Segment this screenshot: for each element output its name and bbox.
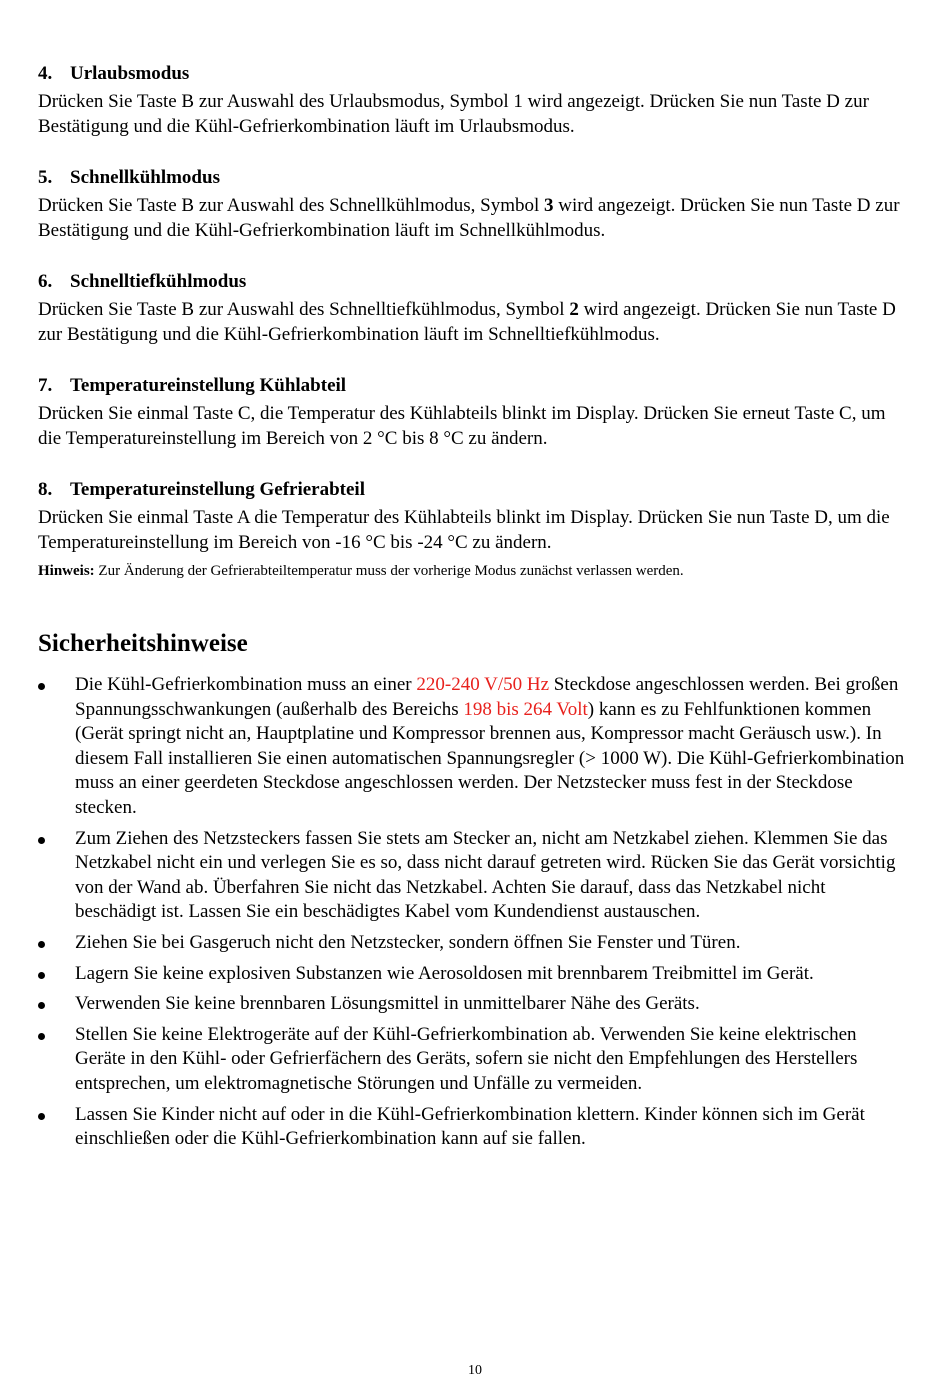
list-item xyxy=(38,962,910,987)
body-text: Die Kühl-Gefrierkombination muss an einer xyxy=(75,674,417,695)
voltage-range: 198 bis 264 Volt xyxy=(463,698,588,720)
bullet-icon xyxy=(38,972,45,979)
list-item-text: Lassen Sie Kinder nicht auf oder in die Kühl-Gefrierkombination klettern. Kinder können sich im Gerät einschließen oder die Kühl-Gefrierkombination kann auf sie fallen. xyxy=(75,1103,865,1150)
section-number: 5. xyxy=(38,167,53,188)
section-number: 6. xyxy=(38,271,53,292)
bullet-icon xyxy=(38,1113,45,1120)
list-item xyxy=(38,1023,910,1097)
section-body: Drücken Sie einmal Taste A die Temperatur des Kühlabteils blinkt im Display. Drücken Sie nun Taste D, um die Temperatureinstellung im Bereich von -16 °C bis -24 °C zu ändern. xyxy=(38,507,890,553)
document-page xyxy=(38,62,910,1158)
body-text: Steckdose angeschlossen werden. Bei großen Spannungsschwankungen (außerhalb des Bereichs xyxy=(75,674,899,720)
bullet-icon xyxy=(38,683,45,690)
note-label: Hinweis: xyxy=(38,563,95,579)
section-schnelltiefkuehlmodus xyxy=(38,270,910,347)
section-schnellkuehlmodus xyxy=(38,166,910,243)
list-item-text: Ziehen Sie bei Gasgeruch nicht den Netzstecker, sondern öffnen Sie Fenster und Türen. xyxy=(75,931,741,953)
list-item-text: Verwenden Sie keine brennbaren Lösungsmittel in unmittelbarer Nähe des Geräts. xyxy=(75,993,700,1015)
note-text: Zur Änderung der Gefrierabteiltemperatur muss der vorherige Modus zunächst verlassen werden. xyxy=(94,563,684,579)
body-text: Drücken Sie Taste B zur Auswahl des Schnellkühlmodus, Symbol xyxy=(38,195,544,216)
list-item xyxy=(38,1103,910,1152)
section-title-text: Temperatureinstellung Gefrierabteil xyxy=(70,479,365,500)
list-item xyxy=(38,827,910,925)
page-number: 10 xyxy=(468,1363,482,1378)
section-body: Drücken Sie einmal Taste C, die Temperatur des Kühlabteils blinkt im Display. Drücken Sie erneut Taste C, um die Temperatureinstellung im Bereich von 2 °C bis 8 °C zu ändern. xyxy=(38,403,886,449)
section-title-text: Schnelltiefkühlmodus xyxy=(70,271,247,292)
section-body xyxy=(38,194,910,243)
section-title xyxy=(38,62,910,86)
section-title xyxy=(38,478,910,502)
section-title-text: Schnellkühlmodus xyxy=(70,167,220,188)
safety-heading: Sicherheitshinweise xyxy=(38,630,248,657)
body-text: ) kann es zu Fehlfunktionen kommen (Gerät springt nicht an, Hauptplatine und Kompressor brennen aus, Kompressor macht Geräusch usw.). In diesem Fall installieren Sie einen automatischen Spannungsregler (> 1000 W). Die Kühl-Gefrierkombination muss an einer geerdeten Steckdose angeschlossen werden. Der Netzstecker muss fest in der Steckdose stecken. xyxy=(75,698,905,818)
section-body xyxy=(38,298,910,347)
list-item xyxy=(38,673,910,821)
list-item xyxy=(38,931,910,956)
section-title xyxy=(38,270,910,294)
bullet-icon xyxy=(38,1002,45,1009)
section-urlaubsmodus xyxy=(38,62,910,139)
safety-list xyxy=(38,673,910,1152)
section-title xyxy=(38,166,910,190)
section-body: Drücken Sie Taste B zur Auswahl des Urlaubsmodus, Symbol 1 wird angezeigt. Drücken Sie nun Taste D zur Bestätigung und die Kühl-Gefrierkombination läuft im Urlaubsmodus. xyxy=(38,91,869,137)
symbol-number: 2 xyxy=(569,299,579,320)
symbol-number: 3 xyxy=(544,195,554,216)
note xyxy=(38,561,910,581)
body-text: Drücken Sie Taste B zur Auswahl des Schnelltiefkühlmodus, Symbol xyxy=(38,299,570,320)
list-item-text: Lagern Sie keine explosiven Substanzen wie Aerosoldosen mit brennbarem Treibmittel im Gerät. xyxy=(75,962,814,984)
section-number: 7. xyxy=(38,375,53,396)
section-temperatur-kuehlabteil xyxy=(38,374,910,451)
voltage-spec: 220-240 V/50 Hz xyxy=(416,674,550,695)
section-temperatur-gefrierabteil xyxy=(38,478,910,581)
section-number: 4. xyxy=(38,63,53,84)
section-number: 8. xyxy=(38,479,53,500)
list-item-text: Zum Ziehen des Netzsteckers fassen Sie stets am Stecker an, nicht am Netzkabel ziehen. Klemmen Sie das Netzkabel nicht ein und verlegen Sie es so, dass nicht darauf getreten wird. Rücken Sie das Gerät vorsichtig von der Wand ab. Überfahren Sie nicht das Netzkabel. Achten Sie darauf, dass das Netzkabel nicht beschädigt ist. Lassen Sie ein beschädigtes Kabel vom Kundendienst austauschen. xyxy=(75,827,896,923)
section-title-text: Temperatureinstellung Kühlabteil xyxy=(70,375,347,396)
section-title xyxy=(38,374,910,398)
bullet-icon xyxy=(38,837,45,844)
bullet-icon xyxy=(38,941,45,948)
list-item xyxy=(38,992,910,1017)
body-text: wird angezeigt. Drücken Sie nun Taste D zur Bestätigung und die Kühl-Gefrierkombination läuft im Schnellkühlmodus. xyxy=(38,195,900,241)
section-title-text: Urlaubsmodus xyxy=(70,63,190,84)
body-text: wird angezeigt. Drücken Sie nun Taste D zur Bestätigung und die Kühl-Gefrierkombination läuft im Schnelltiefkühlmodus. xyxy=(38,299,896,345)
list-item-text: Stellen Sie keine Elektrogeräte auf der Kühl-Gefrierkombination ab. Verwenden Sie keine elektrischen Geräte in den Kühl- oder Gefrierfächern des Geräts, sofern sie nicht den Empfehlungen des Herstellers entsprechen, um elektromagnetische Störungen und Unfälle zu vermeiden. xyxy=(75,1023,858,1094)
bullet-icon xyxy=(38,1033,45,1040)
